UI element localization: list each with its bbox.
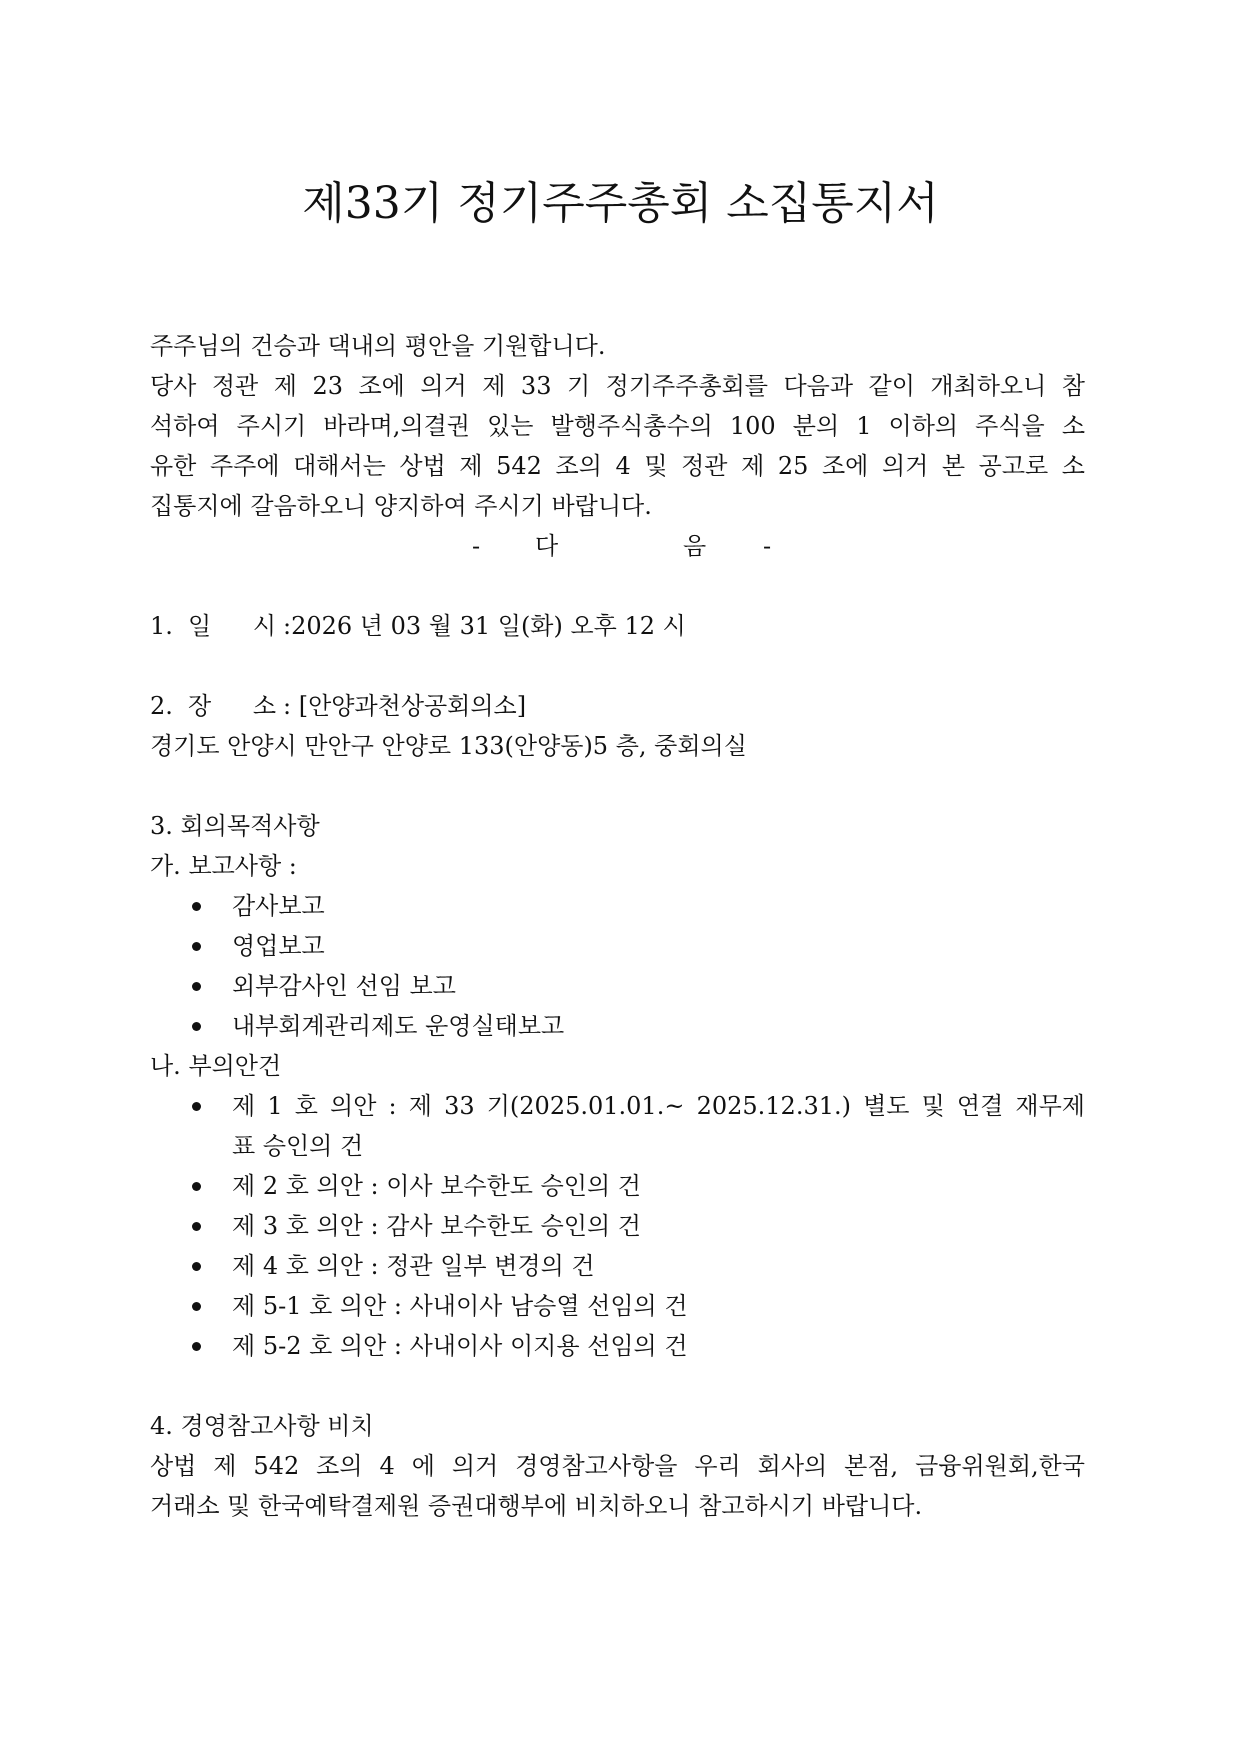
spacer <box>150 1366 1085 1406</box>
bullet-icon <box>192 982 201 991</box>
proposal-item <box>150 1246 1085 1286</box>
reference-line: 거래소 및 한국예탁결제원 증권대행부에 비치하오니 참고하시기 바랍니다. <box>150 1492 923 1520</box>
separator-dash-right: - <box>763 532 772 560</box>
section-agenda-heading: 3. 회의목적사항 <box>150 812 320 840</box>
bullet-icon <box>192 1182 201 1191</box>
section-number: 2. <box>150 692 173 720</box>
spacer <box>150 766 1085 806</box>
spacer <box>150 646 1085 686</box>
proposal-item <box>150 1286 1085 1326</box>
section-label: 일 시 <box>188 612 276 640</box>
bullet-icon <box>192 1102 201 1111</box>
proposal-item-text: 제 5-1 호 의안 : 사내이사 남승열 선임의 건 <box>232 1292 688 1320</box>
report-item <box>150 926 1085 966</box>
bullet-icon <box>192 942 201 951</box>
page-title: 제33기 정기주주총회 소집통지서 <box>302 178 939 229</box>
reference-line: 상법 제 542 조의 4 에 의거 경영참고사항을 우리 회사의 본점, 금융위원회,한국 <box>150 1452 1085 1480</box>
proposal-item <box>150 1206 1085 1246</box>
intro-line: 당사 정관 제 23 조에 의거 제 33 기 정기주주총회를 다음과 같이 개최하오니 참 <box>150 372 1085 400</box>
proposal-item <box>150 1166 1085 1206</box>
section-label: 장 소 <box>188 692 276 720</box>
section-value: :2026 년 03 월 31 일(화) 오후 12 시 <box>283 612 686 640</box>
proposal-item <box>150 1086 1085 1126</box>
intro-line: 석하여 주시기 바라며,의결권 있는 발행주식총수의 100 분의 1 이하의 주식을 소 <box>150 412 1085 440</box>
bullet-icon <box>192 1342 201 1351</box>
separator-dash-left: - <box>472 532 481 560</box>
bullet-icon <box>192 1022 201 1031</box>
spacer <box>150 566 1085 606</box>
section-venue <box>150 686 1085 726</box>
proposal-item-continuation: 표 승인의 건 <box>232 1132 364 1160</box>
bullet-icon <box>192 902 201 911</box>
section-reference-heading: 4. 경영참고사항 비치 <box>150 1412 374 1440</box>
reports-subheading: 가. 보고사항 : <box>150 852 297 880</box>
proposal-item-text: 제 5-2 호 의안 : 사내이사 이지용 선임의 건 <box>232 1332 688 1360</box>
report-item <box>150 966 1085 1006</box>
greeting-line: 주주님의 건승과 댁내의 평안을 기원합니다. <box>150 332 606 360</box>
report-item-text: 감사보고 <box>232 892 325 920</box>
proposal-item-text: 제 2 호 의안 : 이사 보수한도 승인의 건 <box>232 1172 641 1200</box>
separator-char-first: 다 <box>535 532 559 560</box>
intro-line: 유한 주주에 대해서는 상법 제 542 조의 4 및 정관 제 25 조에 의거 본 공고로 소 <box>150 452 1085 480</box>
section-number: 1. <box>150 612 173 640</box>
intro-line: 집통지에 갈음하오니 양지하여 주시기 바랍니다. <box>150 492 652 520</box>
bullet-icon <box>192 1222 201 1231</box>
separator <box>150 526 1085 566</box>
proposal-item-text: 제 3 호 의안 : 감사 보수한도 승인의 건 <box>232 1212 641 1240</box>
section-datetime <box>150 606 1085 646</box>
report-item <box>150 1006 1085 1046</box>
notice-body <box>150 326 1085 1526</box>
report-item-text: 영업보고 <box>232 932 325 960</box>
proposal-item-text: 제 1 호 의안 : 제 33 기(2025.01.01.~ 2025.12.31.) 별도 및 연결 재무제 <box>232 1092 1085 1120</box>
separator-char-second: 음 <box>683 532 707 560</box>
section-value: : [안양과천상공회의소] <box>283 692 527 720</box>
proposals-subheading: 나. 부의안건 <box>150 1052 282 1080</box>
bullet-icon <box>192 1262 201 1271</box>
report-item <box>150 886 1085 926</box>
bullet-icon <box>192 1302 201 1311</box>
proposal-item <box>150 1326 1085 1366</box>
report-item-text: 외부감사인 선임 보고 <box>232 972 456 1000</box>
report-item-text: 내부회계관리제도 운영실태보고 <box>232 1012 565 1040</box>
proposal-item-text: 제 4 호 의안 : 정관 일부 변경의 건 <box>232 1252 595 1280</box>
address-line: 경기도 안양시 만안구 안양로 133(안양동)5 층, 중회의실 <box>150 732 747 760</box>
